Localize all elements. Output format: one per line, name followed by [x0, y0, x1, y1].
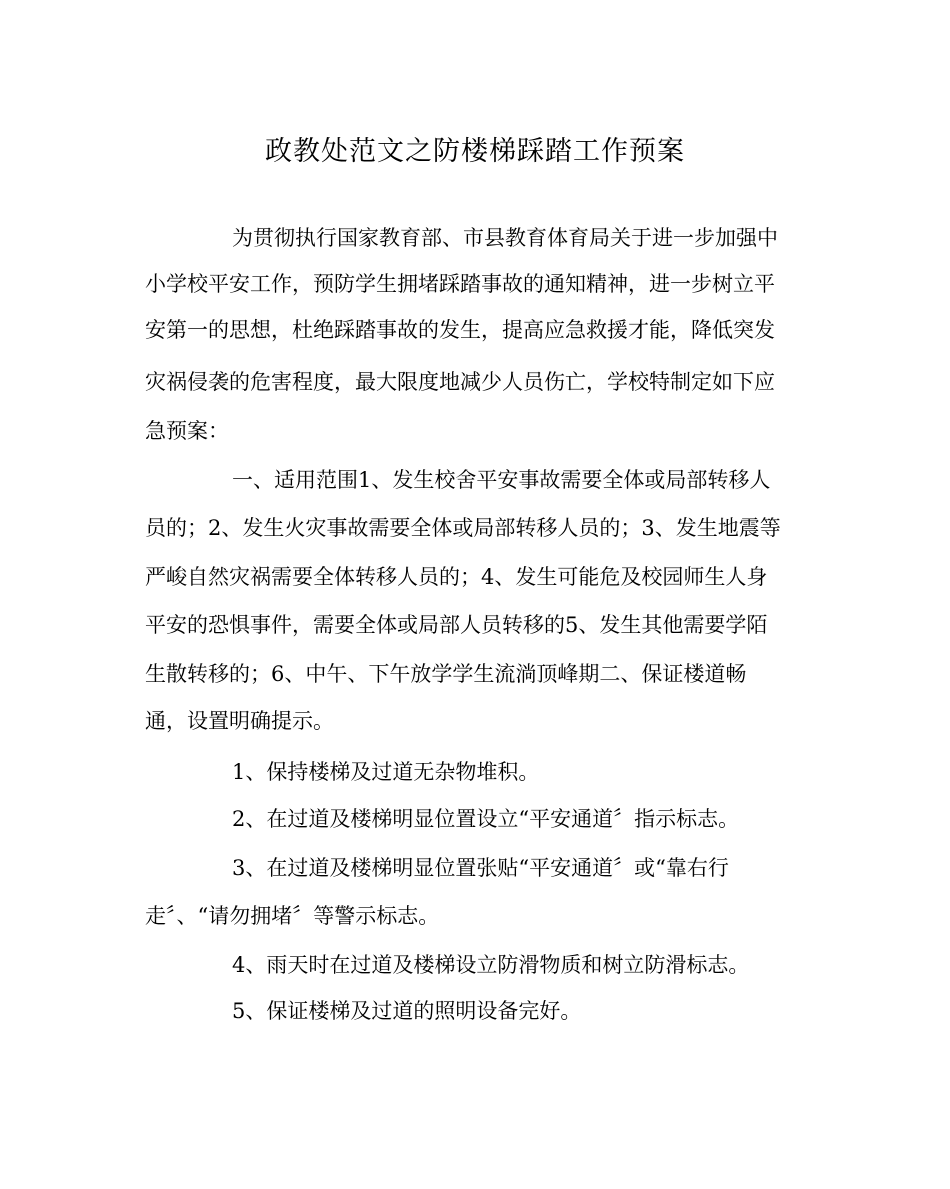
paragraph-1-line-2: 小学校平安工作，预防学生拥堵踩踏事故的通知精神，进一步树立平	[145, 272, 775, 296]
paragraph-2-line-4: 平安的恐惧事件，需要全体或局部人员转移的5、发生其他需要学陌	[145, 613, 768, 637]
item-3-line-2: 走〞、“请勿拥堵〞等警示标志。	[145, 904, 440, 928]
paragraph-1-line-3: 安第一的思想，杜绝踩踏事故的发生，提高应急救援才能，降低突发	[145, 318, 775, 342]
paragraph-2-line-1: 一、适用范围1、发生校舍平安事故需要全体或局部转移人	[232, 468, 771, 492]
paragraph-1-line-1: 为贯彻执行国家教育部、市县教育体育局关于进一步加强中	[232, 226, 778, 250]
paragraph-1-line-4: 灾祸侵袭的危害程度，最大限度地减少人员伤亡，学校特制定如下应	[145, 370, 775, 394]
paragraph-2-line-6: 通，设置明确提示。	[145, 709, 334, 733]
item-3-line-1: 3、在过道及楼梯明显位置张贴“平安通道〞或“靠右行	[232, 856, 729, 880]
paragraph-2-line-3: 严峻自然灾祸需要全体转移人员的；4、发生可能危及校园师生人身	[145, 565, 768, 589]
item-5-line-1: 5、保证楼梯及过道的照明设备完好。	[232, 999, 582, 1023]
paragraph-2-line-2: 员的；2、发生火灾事故需要全体或局部转移人员的；3、发生地震等	[145, 516, 781, 540]
item-2-line-1: 2、在过道及楼梯明显位置设立“平安通道〞指示标志。	[232, 807, 740, 831]
paragraph-2-line-5: 生散转移的；6、中午、下午放学学生流淌顶峰期二、保证楼道畅	[145, 662, 747, 686]
document-title: 政教处范文之防楼梯踩踏工作预案	[265, 136, 685, 167]
paragraph-1-line-5: 急预案：	[145, 419, 229, 443]
item-4-line-1: 4、雨天时在过道及楼梯设立防滑物质和树立防滑标志。	[232, 953, 750, 977]
item-1-line-1: 1、保持楼梯及过道无杂物堆积。	[232, 760, 540, 784]
